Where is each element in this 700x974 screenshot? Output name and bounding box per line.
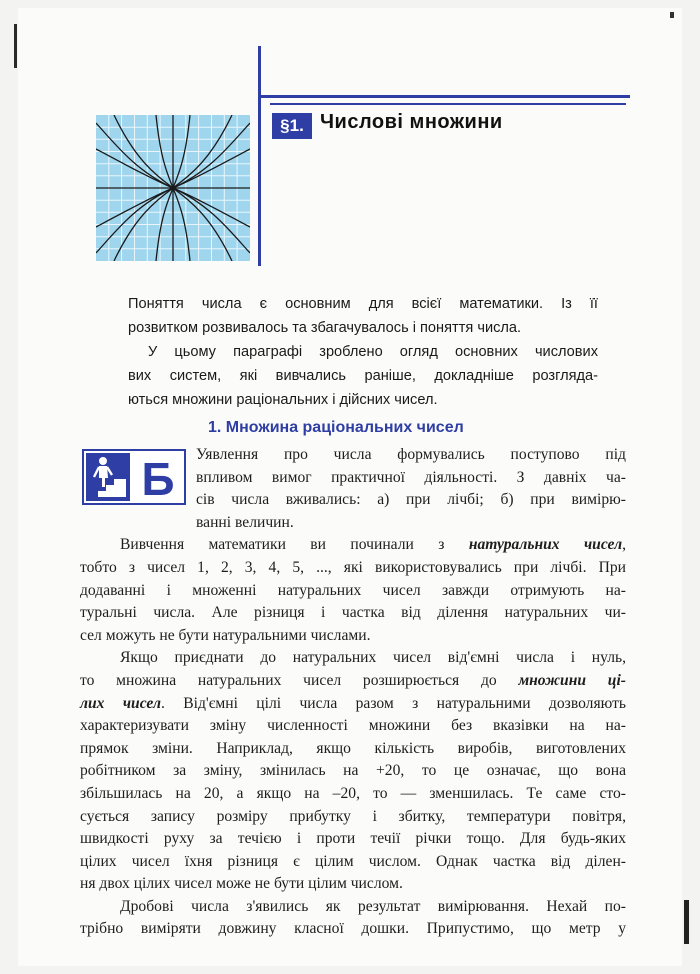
text-line: Якщо приєднати до натуральних чисел від'ємні числа і нуль, [120, 649, 626, 667]
text-line: збільшилась на 20, а якщо на –20, то — зменшилась. Те саме сто- [80, 784, 626, 802]
section-title: Числові множини [320, 111, 503, 133]
decorative-horizontal-rule [270, 103, 626, 105]
text-line: сується запису розміру прибутку і збитку, температури повітря, [80, 807, 626, 825]
page-edge-mark [14, 24, 17, 68]
page-edge-mark [684, 900, 689, 944]
term-integers: множини ці- [518, 671, 626, 689]
text-line: характеризувати зміну численності множини без вказівки на на- [80, 717, 626, 735]
intro-paragraph [128, 292, 598, 412]
text-line: Вивчення математики ви починали з натуральних чисел, [120, 536, 626, 554]
text-line: прямок зміни. Наприклад, якщо кількість виробів, виготовлених [80, 739, 626, 757]
badge-letter: Б [141, 453, 175, 503]
term-integers: лих чисел [80, 694, 161, 712]
page-corner-mark [670, 12, 674, 18]
text-line: Уявлення про числа формувались поступово під [196, 446, 626, 463]
text-line: ванні величин. [196, 513, 294, 531]
text-line: сел можуть не бути натуральними числами. [80, 626, 371, 644]
decorative-vertical-rule [258, 46, 261, 266]
term-natural-numbers: натуральних чисел [468, 536, 623, 554]
text-line: тобто з чисел 1, 2, 3, 4, 5, ..., які використовувались при лічбі. При [80, 558, 626, 576]
text-line: цілих чисел їхня різниця є цілим числом. Однак частка від ділен- [80, 852, 626, 870]
text-line: ня двох цілих чисел може не бути цілим числом. [80, 875, 403, 893]
intro-line: вих систем, які вивчались раніше, докладніше розгляда- [128, 368, 598, 384]
text-line: туральні числа. Але різниця і частка від ділення натуральних чи- [80, 604, 626, 622]
subsection-heading: 1. Множина раціональних чисел [208, 419, 464, 436]
text-line: лих чисел. Від'ємні цілі числа разом з натуральними дозволяють [80, 694, 626, 712]
text-line: додаванні і множенні натуральних чисел завжди отримують на- [80, 581, 626, 599]
section-number: §1. [272, 113, 312, 139]
text-line: впливом вимог практичної діяльності. З давніх ча- [196, 468, 626, 486]
text-line: сів числа вживались: а) при лічбі; б) при вимірю- [196, 491, 626, 509]
text-line: Дробові числа з'явились як результат вимірювання. Нехай по- [120, 897, 626, 915]
text-line: то множина натуральних чисел розширюється до множини ці- [80, 671, 626, 689]
intro-line: ються множини раціональних і дійсних чисел. [128, 392, 438, 408]
intro-line: У цьому параграфі зроблено огляд основних числових [148, 344, 598, 360]
intro-line: розвитком розвивалось та збагачувалось і поняття числа. [128, 320, 522, 336]
text-line: трібно виміряти довжину класної дошки. Припустимо, що метр у [80, 920, 626, 938]
main-text [80, 444, 626, 941]
text-line: швидкості руху за течією і проти течії річки тощо. Для будь-яких [80, 830, 626, 848]
text-line: робітником за зміну, змінилась на +20, то це означає, що вона [80, 762, 626, 780]
hyperbolas-figure [96, 115, 250, 261]
intro-line: Поняття числа є основним для всієї математики. Із її [128, 296, 598, 312]
decorative-horizontal-rule [258, 95, 630, 98]
